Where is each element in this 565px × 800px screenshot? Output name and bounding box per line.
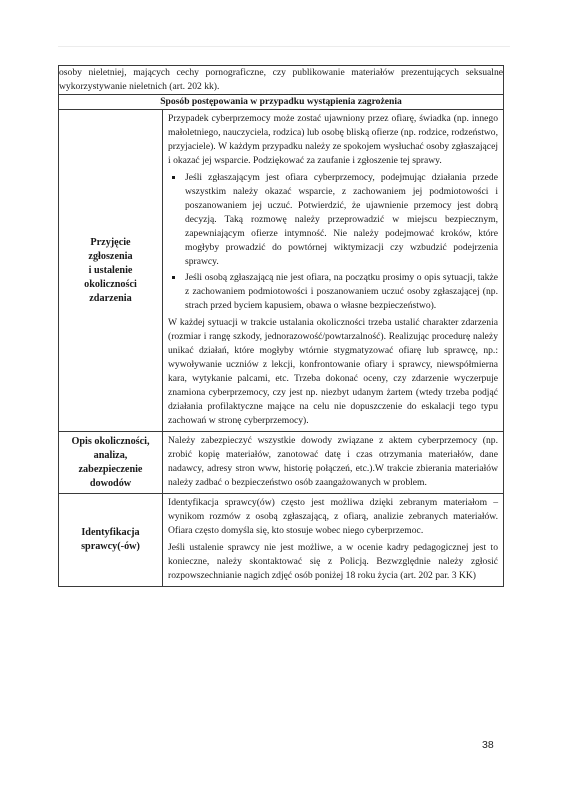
section-header-row (59, 95, 504, 110)
row-label-line: i ustalenie (88, 264, 133, 276)
row-label-line: zdarzenia (89, 292, 132, 304)
procedure-table (58, 65, 504, 587)
row-label-line: Opis okoliczności, (71, 435, 150, 447)
row-label-line: zabezpieczenie (78, 463, 143, 475)
table-row (59, 494, 504, 587)
row-content (163, 432, 504, 494)
row-label-line: analiza, (93, 449, 128, 461)
paragraph: Należy zabezpieczyć wszystkie dowody związane z aktem cyberprzemocy (np. zrobić kopię materiałów, zanotować datę i czas otrzymania materiałów, dane nadawcy, adresy stron www, historię połączeń, etc.).W trakcie zbierania materiałów należy zadbać o bezpieczeństwo osób zaangażowanych w problem. (168, 435, 498, 488)
row-label-line: okoliczności (84, 278, 137, 290)
section-title: Sposób postępowania w przypadku wystąpienia zagrożenia (59, 95, 504, 110)
row-label (59, 110, 163, 432)
list-item (182, 171, 498, 269)
row-label-line: dowodów (89, 477, 132, 489)
square-bullet-icon (172, 276, 175, 279)
paragraph: Jeśli ustalenie sprawcy nie jest możliwe, a w ocenie kadry pedagogicznej jest to konieczne, należy skontaktować się z Policją. Bezwzględnie należy zgłosić rozpowszechnianie nagich zdjęć osób poniżej 18 roku życia (art. 202 par. 3 KK) (168, 542, 498, 581)
paragraph: Przypadek cyberprzemocy może zostać ujawniony przez ofiarę, świadka (np. innego małoletniego, nauczyciela, rodzica) lub osobę bliską ofierze (np. rodzice, rodzeństwo, przyjaciele). W każdym przypadku należy ze spokojem wysłuchać osoby zgłaszającej i okazać jej wsparcie. Podziękować za zaufanie i zgłoszenie tej sprawy. (168, 113, 498, 166)
row-label-line: zgłoszenia (88, 250, 133, 262)
list-item (182, 271, 498, 313)
continuation-row (59, 66, 504, 95)
paragraph: Identyfikacja sprawcy(ów) często jest możliwa dzięki zebranym materiałom – wynikom rozmów z osobą zgłaszającą, z ofiarą, analizie zebranych materiałów. Ofiara często domyśla się, kto stosuje wobec niego cyberprzemoc. (168, 497, 498, 536)
row-label-line: Przyjęcie (90, 236, 131, 248)
row-label (59, 432, 163, 494)
page-number: 38 (482, 739, 494, 751)
row-content (163, 110, 504, 432)
continuation-text: osoby nieletniej, mających cechy pornograficzne, czy publikowanie materiałów prezentujących seksualne wykorzystywanie nieletnich (art. 202 kk). (59, 66, 504, 95)
table-row (59, 110, 504, 432)
square-bullet-icon (172, 176, 175, 179)
table-row (59, 432, 504, 494)
list-item-text: Jeśli osobą zgłaszającą nie jest ofiara, na początku prosimy o opis sytuacji, także z zachowaniem podmiotowości i poszanowaniem uczuć osoby zgłaszającej (np. strach przed byciem kapusiem, obawa o własne bezpieczeństwo). (185, 272, 498, 311)
row-content (163, 494, 504, 587)
row-label-line: sprawcy(-ów) (81, 541, 140, 552)
list-item-text: Jeśli zgłaszającym jest ofiara cyberprzemocy, podejmując działania przede wszystkim należy okazać wsparcie, z zachowaniem jej podmiotowości i poszanowaniem jej uczuć. Potwierdzić, że ujawnienie przemocy jest dobrą decyzją. Taką rozmowę należy przeprowadzić w miejscu bezpiecznym, zapewniającym ofierze intymność. Nie należy podejmować kroków, które mogłyby prowadzić do powtórnej wiktymizacji czy wzbudzić podejrzenia sprawcy. (185, 172, 498, 267)
paragraph: W każdej sytuacji w trakcie ustalania okoliczności trzeba ustalić charakter zdarzenia (rozmiar i rangę szkody, jednorazowość/powtarzalność). Realizując procedurę należy unikać działań, które mogłyby wtórnie stygmatyzować ofiarę lub sprawcę, np.: wywoływanie uczniów z lekcji, konfrontowanie ofiary i sprawcy, niewspółmierna kara, wytykanie palcami, etc. Trzeba dokonać oceny, czy zdarzenie wyczerpuje znamiona cyberprzemocy, czy jest np. niezbyt udanym żartem (wtedy trzeba podjąć działania profilaktyczne mające na celu nie dopuszczenie do eskalacji tego typu zachowań w stronę cyberprzemocy). (168, 317, 498, 426)
bullet-list (168, 171, 498, 313)
row-label (59, 494, 163, 587)
row-label-line: Identyfikacja (81, 527, 140, 538)
header-rule (58, 46, 510, 47)
